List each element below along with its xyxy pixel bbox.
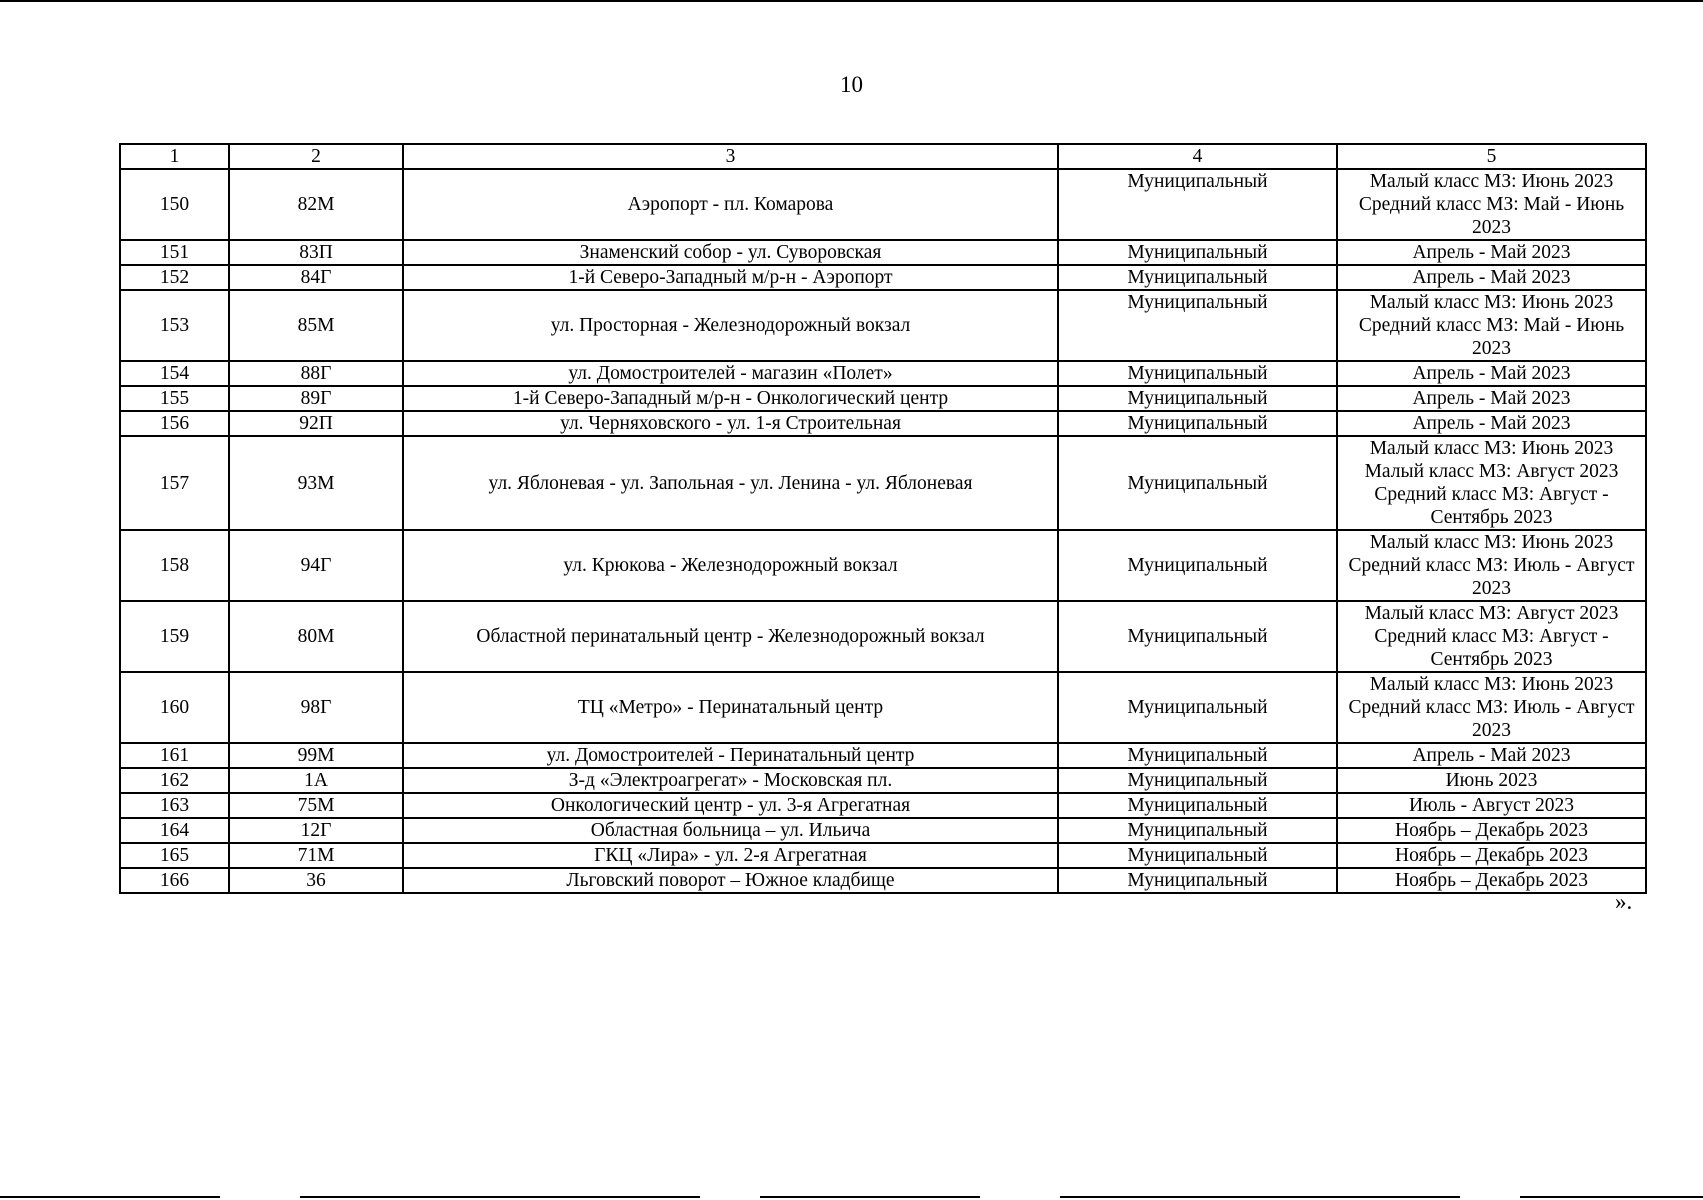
header-col-4: 4: [1058, 144, 1337, 169]
table-row: [120, 793, 1646, 818]
cell-type: Муниципальный: [1058, 818, 1337, 843]
cell-route: 75М: [229, 793, 403, 818]
cell-path: ул. Крюкова - Железнодорожный вокзал: [403, 530, 1058, 601]
cell-path: ТЦ «Метро» - Перинатальный центр: [403, 672, 1058, 743]
table-row: [120, 530, 1646, 601]
table-row: [120, 386, 1646, 411]
cell-number: 160: [120, 672, 229, 743]
period-line: Апрель - Май 2023: [1412, 745, 1571, 766]
cell-period: [1337, 768, 1646, 793]
cell-route: 98Г: [229, 672, 403, 743]
period-line: Апрель - Май 2023: [1412, 267, 1571, 288]
cell-path: 1-й Северо-Западный м/р-н - Аэропорт: [403, 265, 1058, 290]
cell-path: Знаменский собор - ул. Суворовская: [403, 240, 1058, 265]
top-border-line: [0, 0, 1703, 2]
table-row: [120, 436, 1646, 530]
table-header: [120, 144, 1646, 169]
cell-route: 99М: [229, 743, 403, 768]
cell-path: ул. Черняховского - ул. 1-я Строительная: [403, 411, 1058, 436]
cell-path: 1-й Северо-Западный м/р-н - Онкологический центр: [403, 386, 1058, 411]
period-line: Ноябрь – Декабрь 2023: [1395, 845, 1588, 866]
cell-route: 84Г: [229, 265, 403, 290]
cell-route: 94Г: [229, 530, 403, 601]
cell-type: Муниципальный: [1058, 240, 1337, 265]
cell-route: 82М: [229, 169, 403, 240]
period-line: Малый класс МЗ: Июнь 2023: [1369, 171, 1614, 192]
period-line: Малый класс МЗ: Июнь 2023: [1369, 532, 1614, 553]
cell-period: [1337, 436, 1646, 530]
header-col-2: 2: [229, 144, 403, 169]
table-row: [120, 868, 1646, 893]
period-line: Апрель - Май 2023: [1412, 388, 1571, 409]
period-line: Ноябрь – Декабрь 2023: [1395, 820, 1588, 841]
cell-type: Муниципальный: [1058, 743, 1337, 768]
period-line: Ноябрь – Декабрь 2023: [1395, 870, 1588, 891]
table-row: [120, 743, 1646, 768]
table-row: [120, 265, 1646, 290]
table-row: [120, 818, 1646, 843]
cell-route: 1А: [229, 768, 403, 793]
cell-number: 150: [120, 169, 229, 240]
cell-path: Аэропорт - пл. Комарова: [403, 169, 1058, 240]
table-row: [120, 290, 1646, 361]
cell-path: Онкологический центр - ул. 3-я Агрегатная: [403, 793, 1058, 818]
cell-type: Муниципальный: [1058, 265, 1337, 290]
table-row: [120, 843, 1646, 868]
cell-period: [1337, 530, 1646, 601]
period-line: Июнь 2023: [1445, 770, 1538, 791]
period-line: Средний класс МЗ: Июль - Август 2023: [1348, 697, 1635, 741]
cell-number: 161: [120, 743, 229, 768]
cell-number: 162: [120, 768, 229, 793]
cell-number: 165: [120, 843, 229, 868]
cell-path: ул. Просторная - Железнодорожный вокзал: [403, 290, 1058, 361]
cell-number: 163: [120, 793, 229, 818]
cell-number: 155: [120, 386, 229, 411]
cell-type: Муниципальный: [1058, 169, 1337, 240]
cell-type: Муниципальный: [1058, 843, 1337, 868]
period-line: Малый класс МЗ: Июнь 2023: [1369, 438, 1614, 459]
cell-type: Муниципальный: [1058, 411, 1337, 436]
period-line: Средний класс МЗ: Май - Июнь 2023: [1358, 315, 1625, 359]
cell-type: Муниципальный: [1058, 601, 1337, 672]
cell-route: 36: [229, 868, 403, 893]
cell-path: Областная больница – ул. Ильича: [403, 818, 1058, 843]
cell-period: [1337, 743, 1646, 768]
cell-type: Муниципальный: [1058, 672, 1337, 743]
table-row: [120, 240, 1646, 265]
cell-number: 154: [120, 361, 229, 386]
closing-quote-mark: ».: [1615, 889, 1633, 914]
cell-period: [1337, 818, 1646, 843]
cell-type: Муниципальный: [1058, 530, 1337, 601]
cell-number: 157: [120, 436, 229, 530]
cell-number: 164: [120, 818, 229, 843]
period-line: Средний класс МЗ: Август - Сентябрь 2023: [1374, 626, 1609, 670]
period-line: Малый класс МЗ: Июнь 2023: [1369, 674, 1614, 695]
cell-number: 151: [120, 240, 229, 265]
cell-number: 153: [120, 290, 229, 361]
header-row: [120, 144, 1646, 169]
cell-number: 156: [120, 411, 229, 436]
cell-path: ул. Яблоневая - ул. Запольная - ул. Ленина - ул. Яблоневая: [403, 436, 1058, 530]
cell-period: [1337, 265, 1646, 290]
cell-type: Муниципальный: [1058, 868, 1337, 893]
cell-route: 92П: [229, 411, 403, 436]
cell-period: [1337, 672, 1646, 743]
cell-type: Муниципальный: [1058, 768, 1337, 793]
period-line: Средний класс МЗ: Июль - Август 2023: [1348, 555, 1635, 599]
header-col-5: 5: [1337, 144, 1646, 169]
cell-route: 80М: [229, 601, 403, 672]
period-line: Средний класс МЗ: Май - Июнь 2023: [1358, 194, 1625, 238]
cell-route: 12Г: [229, 818, 403, 843]
cell-number: 152: [120, 265, 229, 290]
cell-type: Муниципальный: [1058, 386, 1337, 411]
table-body: [120, 169, 1646, 893]
cell-number: 158: [120, 530, 229, 601]
cell-route: 93М: [229, 436, 403, 530]
cell-path: Льговский поворот – Южное кладбище: [403, 868, 1058, 893]
cell-type: Муниципальный: [1058, 793, 1337, 818]
period-line: Малый класс МЗ: Август 2023: [1364, 603, 1619, 624]
cell-period: [1337, 868, 1646, 893]
period-line: Апрель - Май 2023: [1412, 413, 1571, 434]
cell-route: 71М: [229, 843, 403, 868]
cell-period: [1337, 601, 1646, 672]
table-row: [120, 768, 1646, 793]
cell-type: Муниципальный: [1058, 290, 1337, 361]
period-line: Малый класс МЗ: Июнь 2023: [1369, 292, 1614, 313]
table-row: [120, 169, 1646, 240]
table-row: [120, 411, 1646, 436]
cell-path: ГКЦ «Лира» - ул. 2-я Агрегатная: [403, 843, 1058, 868]
cell-period: [1337, 361, 1646, 386]
cell-path: ул. Домостроителей - Перинатальный центр: [403, 743, 1058, 768]
header-col-3: 3: [403, 144, 1058, 169]
cell-period: [1337, 386, 1646, 411]
cell-path: ул. Домостроителей - магазин «Полет»: [403, 361, 1058, 386]
period-line: Средний класс МЗ: Август - Сентябрь 2023: [1374, 484, 1609, 528]
cell-period: [1337, 411, 1646, 436]
cell-route: 83П: [229, 240, 403, 265]
period-line: Апрель - Май 2023: [1412, 363, 1571, 384]
table-row: [120, 601, 1646, 672]
period-line: Июль - Август 2023: [1408, 795, 1575, 816]
table-row: [120, 361, 1646, 386]
cell-path: Областной перинатальный центр - Железнодорожный вокзал: [403, 601, 1058, 672]
cell-period: [1337, 843, 1646, 868]
cell-type: Муниципальный: [1058, 361, 1337, 386]
period-line: Малый класс МЗ: Август 2023: [1364, 461, 1619, 482]
cell-period: [1337, 169, 1646, 240]
period-line: Апрель - Май 2023: [1412, 242, 1571, 263]
page-number: 10: [840, 72, 863, 97]
cell-period: [1337, 793, 1646, 818]
cell-number: 166: [120, 868, 229, 893]
cell-number: 159: [120, 601, 229, 672]
cell-route: 89Г: [229, 386, 403, 411]
cell-route: 85М: [229, 290, 403, 361]
cell-type: Муниципальный: [1058, 436, 1337, 530]
bottom-scan-line: [0, 1196, 1703, 1198]
cell-route: 88Г: [229, 361, 403, 386]
cell-path: З-д «Электроагрегат» - Московская пл.: [403, 768, 1058, 793]
header-col-1: 1: [120, 144, 229, 169]
routes-table: [119, 143, 1647, 894]
cell-period: [1337, 240, 1646, 265]
table-row: [120, 672, 1646, 743]
cell-period: [1337, 290, 1646, 361]
